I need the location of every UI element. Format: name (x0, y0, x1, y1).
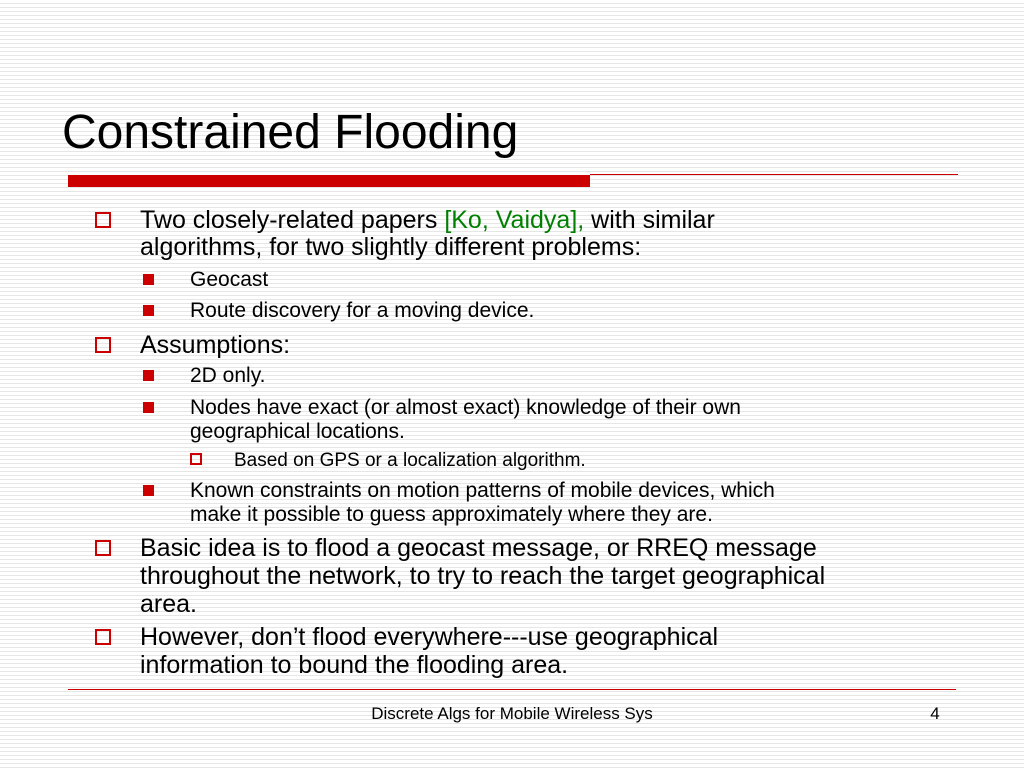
bullet-text: However, don’t flood everywhere---use geographical (140, 623, 719, 651)
page-number: 4 (930, 704, 940, 723)
footer-title: Discrete Algs for Mobile Wireless Sys (371, 704, 653, 723)
bullet-text: Basic idea is to flood a geocast message, or RREQ message (140, 534, 817, 562)
filled-square-bullet-icon (143, 402, 154, 413)
bullet-text-continuation: throughout the network, to try to reach the target geographical (140, 562, 826, 590)
hollow-square-bullet-icon (95, 629, 111, 645)
footer-divider (68, 689, 956, 690)
hollow-square-bullet-icon (190, 453, 202, 465)
bullet-text-continuation: information to bound the flooding area. (140, 651, 569, 679)
sub-bullet-text: Nodes have exact (or almost exact) knowledge of their own (190, 396, 741, 419)
bullet-text-part: Two closely-related papers (140, 206, 445, 234)
filled-square-bullet-icon (143, 485, 154, 496)
slide-title: Constrained Flooding (62, 106, 519, 159)
sub-bullet-text-continuation: make it possible to guess approximately where they are. (190, 503, 713, 526)
sub-bullet-text-continuation: geographical locations. (190, 420, 405, 443)
sub-bullet-text: Route discovery for a moving device. (190, 299, 535, 322)
sub-bullet-text: Known constraints on motion patterns of mobile devices, which (190, 479, 775, 502)
hollow-square-bullet-icon (95, 540, 111, 556)
sub-sub-bullet-text: Based on GPS or a localization algorithm. (234, 450, 586, 471)
hollow-square-bullet-icon (95, 337, 111, 353)
filled-square-bullet-icon (143, 370, 154, 381)
bullet-text: Assumptions: (140, 331, 291, 359)
citation-text: [Ko, Vaidya], (444, 206, 585, 234)
bullet-text-continuation: algorithms, for two slightly different problems: (140, 233, 642, 261)
filled-square-bullet-icon (143, 305, 154, 316)
sub-bullet-text: Geocast (190, 268, 269, 291)
bullet-text-part: with similar (584, 206, 715, 234)
bullet-text (140, 207, 715, 234)
sub-bullet-text: 2D only. (190, 364, 266, 387)
filled-square-bullet-icon (143, 274, 154, 285)
bullet-text-continuation: area. (140, 590, 197, 618)
hollow-square-bullet-icon (95, 212, 111, 228)
